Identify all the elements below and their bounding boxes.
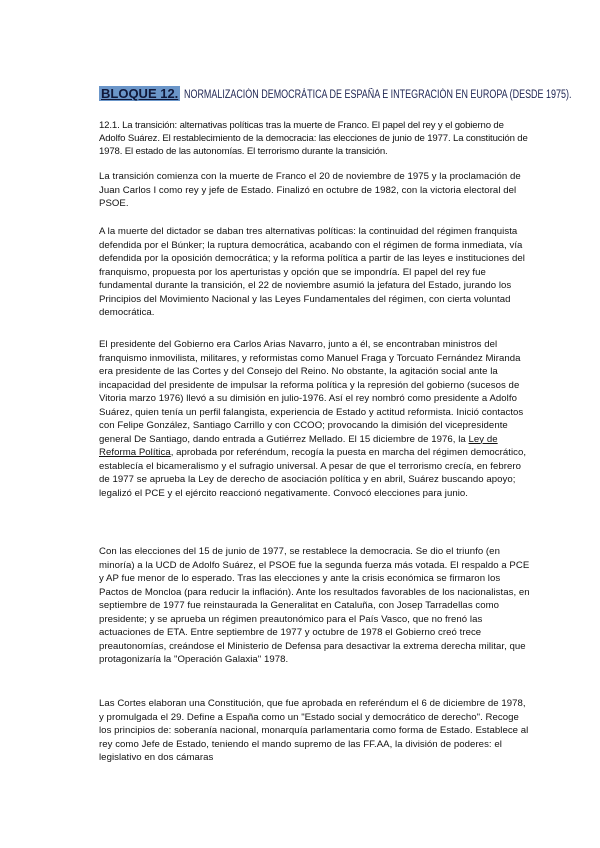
paragraph-text: , aprobada por referéndum, recogía la puesta en marcha del régimen democrático, establecía el bicameralismo y el sufragio universal. A pesar de que el terrorismo crecía, en febrero de 1977 se aprueba la Ley de derecho de asociación política y en abril, Suárez buscando apoyo; legalizó el PCE y el ejército reaccionó negativamente. Convocó elecciones para junio. <box>99 447 527 499</box>
paragraph-text: El presidente del Gobierno era Carlos Arias Navarro, junto a él, se encontraban ministros del franquismo inmovilista, militares, y reformistas como Manuel Fraga y Torcuato Fernández Miranda era presidente de las Cortes y del Consejo del Reino. No obstante, la agitación social ante la incapacidad del presidente de impulsar la reforma política y la represión del gobierno (sucesos de Vitoria marzo 1976) llevó a su dimisión en julio-1976. Así el rey nombró como presidente a Adolfo Suárez, quien tenía un perfil falangista, experiencia de Estado y actitud reformista. Inició contactos con Felipe González, Santiago Carrillo y con CCOO; provocando la dimisión del vicepresidente general De Santiago, dando entrada a Gutiérrez Mellado. El 15 diciembre de 1976, la <box>99 339 524 445</box>
paragraph-political-alternatives: A la muerte del dictador se daban tres alternativas políticas: la continuidad del régimen franquista defendida por el Búnker; la ruptura democrática, acabando con el régimen de forma inmediata, vía defendida por la oposición democrática; y la reforma política a partir de las leyes e instituciones del franquismo, propuesta por los aperturistas y opción que se impondría. El papel del rey fue fundamental durante la transición, el 22 de noviembre asumió la jefatura del Estado, jurando los Principios del Movimiento Nacional y las Leyes Fundamentales del régimen, con cierta voluntad democrática. <box>99 226 525 318</box>
block-number: BLOQUE 12. <box>101 86 179 101</box>
ley-reforma-politica-link[interactable]: Ley de Reforma Política <box>99 433 498 458</box>
block-heading <box>99 86 572 103</box>
paragraph-government-suarez <box>99 338 531 500</box>
paragraph-transition-start: La transición comienza con la muerte de Franco el 20 de noviembre de 1975 y la proclamación de Juan Carlos I como rey y jefe de Estado. Finalizó en octubre de 1982, con la victoria electoral del PSOE. <box>99 171 521 209</box>
section-summary: 12.1. La transición: alternativas políticas tras la muerte de Franco. El papel del rey y el gobierno de Adolfo Suárez. El restablecimiento de la democracia: las elecciones de junio de 1977. La constitución de 1978. El estado de las autonomías. El terrorismo durante la transición. <box>99 120 528 157</box>
paragraph-elections-1977: Con las elecciones del 15 de junio de 1977, se restablece la democracia. Se dio el triunfo (en minoría) a la UCD de Adolfo Suárez, el PSOE fue la segunda fuerza más votada. El respaldo a PCE y AP fue menor de lo esperado. Tras las elecciones y ante la crisis económica se firmaron los Pactos de Moncloa (para reducir la inflación). Ante los resultados favorables de los nacionalistas, en septiembre de 1977 fue reinstaurada la Generalitat en Cataluña, con Josep Tarradellas como presidente; y se aprueba un régimen preautonómico para el País Vasco, que no frenó las actuaciones de ETA. Entre septiembre de 1977 y octubre de 1978 el Gobierno creó trece preautonomías, creándose el Ministerio de Defensa para desactivar la extrema derecha militar, que protagonizaría la "Operación Galaxia" 1978. <box>99 546 530 665</box>
block-title: NORMALIZACIÓN DEMOCRÁTICA DE ESPAÑA E INTEGRACIÓN EN EUROPA (DESDE 1975). <box>183 89 572 101</box>
paragraph-constitution-1978: Las Cortes elaboran una Constitución, que fue aprobada en referéndum el 6 de diciembre de 1978, y promulgada el 29. Define a España como un "Estado social y democrático de derecho". Recoge los principios de: soberanía nacional, monarquía parlamentaria como forma de Estado. Establece al rey como Jefe de Estado, teniendo el mando supremo de las FF.AA, la división de poderes: el legislativo en dos cámaras <box>99 698 529 763</box>
